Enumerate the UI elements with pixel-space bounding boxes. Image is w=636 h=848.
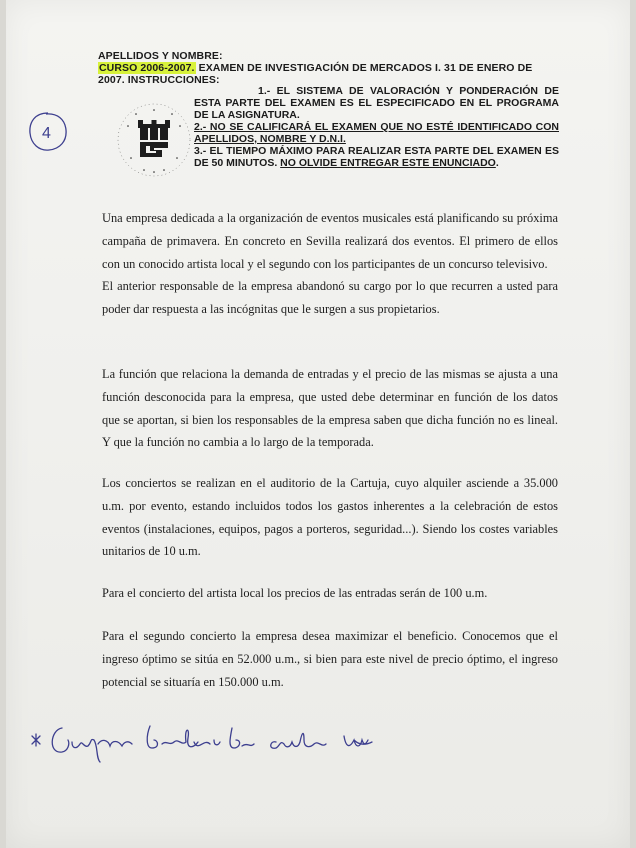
course-line — [98, 62, 558, 74]
body-paragraph: El anterior responsable de la empresa abandonó su cargo por lo que recurren a usted para poder dar respuesta a las incógnitas que le surgen a sus propietarios. — [102, 279, 558, 317]
instruction-item-3-text: 3.- EL TIEMPO MÁXIMO PARA REALIZAR ESTA PARTE DEL EXAMEN ES DE 50 MINUTOS. — [194, 145, 559, 169]
body-paragraph: Para el segundo concierto la empresa desea maximizar el beneficio. Conocemos que el ingreso óptimo se sitúa en 52.000 u.m., si bien para este nivel de precio óptimo, el ingreso potencial se situaría en 150.000 u.m. — [102, 629, 558, 689]
instruction-item-3 — [194, 145, 559, 169]
instructions-list — [194, 85, 559, 169]
paragraph-demand — [102, 363, 558, 454]
instruction-item-3-end: . — [495, 157, 499, 169]
body-paragraph: La función que relaciona la demanda de entradas y el precio de las mismas se ajusta a una función desconocida para la empresa, que usted debe determinar en función de los datos que se aportan, si bien los responsables de la empresa saben que dicha función no es lineal. Y que la función no cambia a lo largo de la temporada. — [102, 367, 558, 450]
instructions-heading: 2007. INSTRUCCIONES: — [98, 74, 220, 86]
instruction-item-3-underlined: NO OLVIDE ENTREGAR ESTE ENUNCIADO — [280, 157, 496, 169]
instruction-item-2: 2.- NO SE CALIFICARÁ EL EXAMEN QUE NO ESTÉ IDENTIFICADO CON APELLIDOS, NOMBRE Y D.N.I. — [194, 121, 559, 145]
university-seal-logo — [116, 102, 192, 178]
instruction-item-1: 1.- EL SISTEMA DE VALORACIÓN Y PONDERACIÓN DE ESTA PARTE DEL EXAMEN ES EL ESPECIFICADO EN EL PROGRAMA DE LA ASIGNATURA. — [194, 85, 559, 121]
name-field-label: APELLIDOS Y NOMBRE: — [98, 50, 223, 62]
body-paragraph: Una empresa dedicada a la organización de eventos musicales está planificando su próxima campaña de primavera. En concreto en Sevilla realizará dos eventos. El primero de ellos con un conocido artista local y el segundo con los participantes de un concurso televisivo. — [102, 211, 558, 271]
paragraph-local-artist — [102, 582, 558, 605]
paragraph-second-concert — [102, 625, 558, 693]
course-highlight: CURSO 2006-2007. — [99, 62, 195, 74]
exam-header — [98, 50, 558, 86]
handwritten-note-scribble — [28, 718, 373, 768]
body-paragraph: Para el concierto del artista local los precios de las entradas serán de 100 u.m. — [102, 586, 488, 600]
handwritten-number: 4 — [42, 125, 51, 142]
handwritten-circled-number — [26, 110, 70, 154]
exam-title: EXAMEN DE INVESTIGACIÓN DE MERCADOS I. 31 DE ENERO DE — [195, 62, 533, 74]
body-paragraph: Los conciertos se realizan en el auditorio de la Cartuja, cuyo alquiler asciende a 35.000 u.m. por evento, estando incluidos todos los gastos inherentes a la celebración de estos eventos (instalaciones, equipos, pagos a porteros, seguridad...). Siendo los costes variables unitarios de 10 u.m. — [102, 476, 558, 559]
paragraph-intro — [102, 207, 558, 321]
exam-page — [6, 0, 630, 848]
paragraph-costs — [102, 472, 558, 563]
